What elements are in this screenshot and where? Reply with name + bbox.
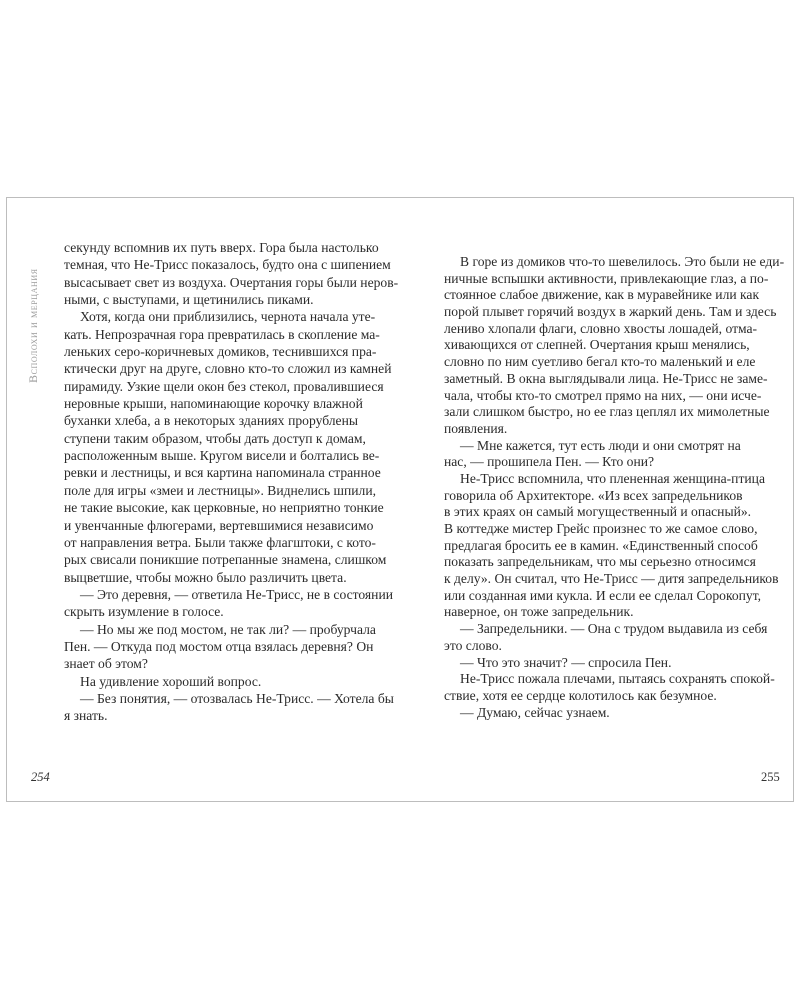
- text-line: стоянное слабое движение, как в муравейнике или как: [444, 287, 760, 303]
- text-line: нас, — прошипела Пен. — Кто они?: [444, 454, 655, 470]
- text-line: хивающихся от слепней. Очертания крыш менялись,: [444, 337, 750, 353]
- left-page-text: [64, 239, 399, 725]
- paragraph: [444, 705, 738, 722]
- text-line: кать. Непрозрачная гора превратилась в скопление ма-: [64, 326, 380, 342]
- text-line: В коттедже мистер Грейс произнес то же самое слово,: [444, 521, 758, 536]
- page-number-left: 254: [31, 770, 50, 784]
- paragraph: [444, 621, 768, 654]
- text-line: словно по ним суетливо бегал кто-то маленький и еле: [444, 354, 756, 370]
- paragraph: [444, 671, 775, 704]
- text-line: темная, что Не-Трисс показалось, будто она с шипением: [64, 257, 391, 273]
- text-line: или созданная ими кукла. И если ее сделал Сорокопут,: [444, 587, 762, 603]
- text-line: к делу». Он считал, что Не-Трисс — дитя запредельников: [444, 571, 779, 587]
- text-line: лениво хлопали флаги, словно хвосты лошадей, отма-: [444, 320, 758, 336]
- text-line: ствие, хотя ее сердце колотилось как безумное.: [444, 687, 717, 703]
- text-line: расположенным выше. Кругом висели и болтались ве-: [64, 448, 380, 464]
- text-line: Не-Трисс пожала плечами, пытаясь сохранять спокой-: [460, 671, 775, 687]
- paragraph: [444, 655, 738, 672]
- text-line: секунду вспомнив их путь вверх. Гора была настолько: [64, 240, 379, 255]
- text-line: ктически друг на друге, словно кто-то сложил из камней: [64, 361, 392, 377]
- text-line: — Мне кажется, тут есть люди и они смотрят на: [460, 437, 741, 453]
- text-line: рых свисали поникшие потрепанные знамена, слишком: [64, 552, 387, 568]
- text-line: буханки хлеба, а в некоторых зданиях прорублены: [64, 413, 358, 429]
- text-line: я знать.: [64, 708, 108, 724]
- text-line: и увенчанные флюгерами, вертевшимися независимо: [64, 517, 374, 533]
- text-line: ступени таким образом, чтобы дать доступ к домам,: [64, 430, 366, 446]
- text-line: Не-Трисс вспомнила, что плененная женщина-птица: [460, 470, 765, 486]
- text-line: — Запредельники. — Она с трудом выдавила из себя: [460, 621, 768, 637]
- text-line: — Думаю, сейчас узнаем.: [460, 704, 610, 720]
- text-line: от направления ветра. Были также флагштоки, с кото-: [64, 534, 376, 550]
- text-line: — Что это значит? — спросила Пен.: [460, 654, 672, 670]
- text-line: ничные вспышки активности, привлекающие глаз, а по-: [444, 270, 769, 286]
- text-line: порой плывет горячий воздух в жаркий день. Там и здесь: [444, 304, 777, 320]
- text-line: высасывает свет из воздуха. Очертания горы были неров-: [64, 274, 399, 290]
- paragraph: [444, 437, 741, 471]
- page-number-right: 255: [761, 770, 780, 784]
- text-line: На удивление хороший вопрос.: [80, 673, 262, 689]
- book-spread: [6, 197, 794, 802]
- text-line: Пен. — Откуда под мостом отца взялась деревня? Он: [64, 638, 374, 654]
- paragraph: [444, 470, 779, 621]
- text-line: в этих краях он самый могущественный и опасный».: [444, 504, 752, 520]
- text-line: заметный. В окна выглядывали лица. Не-Трисс не заме-: [444, 370, 768, 386]
- text-line: — Это деревня, — ответила Не-Трисс, не в состоянии: [80, 586, 394, 602]
- paragraph: [64, 239, 399, 308]
- paragraph: [64, 586, 394, 621]
- text-line: говорила об Архитекторе. «Из всех запредельников: [444, 487, 743, 503]
- running-head: Всполохи и мерцания: [26, 268, 40, 383]
- text-line: Хотя, когда они приблизились, чернота начала уте-: [80, 309, 376, 325]
- text-line: зали слишком быстро, но ее глаз цеплял их мимолетные: [444, 404, 770, 420]
- text-line: — Без понятия, — отозвалась Не-Трисс. — Хотела бы: [80, 690, 394, 706]
- text-line: предлагая бросить ее в камин. «Единственный способ: [444, 537, 758, 553]
- text-line: пирамиду. Узкие щели окон без стекол, провалившиеся: [64, 378, 384, 394]
- paragraph: [444, 254, 785, 438]
- paragraph: [64, 621, 376, 673]
- text-line: знает об этом?: [64, 656, 148, 672]
- text-line: не такие высокие, как церковные, но неприятно тонкие: [64, 500, 384, 516]
- text-line: чала, чтобы кто-то смотрел прямо на них, — они исче-: [444, 387, 762, 403]
- text-line: появления.: [444, 420, 508, 436]
- text-line: леньких серо-коричневых домиков, теснившихся пра-: [64, 344, 377, 360]
- paragraph: [64, 673, 358, 690]
- text-line: это слово.: [444, 637, 502, 653]
- paragraph: [64, 690, 394, 725]
- text-line: В горе из домиков что-то шевелилось. Это были не еди-: [460, 254, 785, 269]
- text-line: — Но мы же под мостом, не так ли? — пробурчала: [80, 621, 376, 637]
- text-line: наверное, он тоже запредельник.: [444, 604, 634, 620]
- text-line: поле для игры «змеи и лестницы». Виднелись шпили,: [64, 482, 377, 498]
- text-line: показать запредельникам, что мы серьезно относимся: [444, 554, 756, 570]
- paragraph: [64, 308, 392, 586]
- text-line: скрыть изумление в голосе.: [64, 604, 224, 620]
- text-line: ными, с выступами, и щетинились пиками.: [64, 292, 314, 308]
- text-line: ревки и лестницы, и вся картина напоминала странное: [64, 465, 381, 481]
- right-page-text: [444, 254, 785, 721]
- text-line: неровные крыши, напоминающие корочку влажной: [64, 396, 363, 412]
- text-line: выцветшие, чтобы можно было различить цвета.: [64, 569, 347, 585]
